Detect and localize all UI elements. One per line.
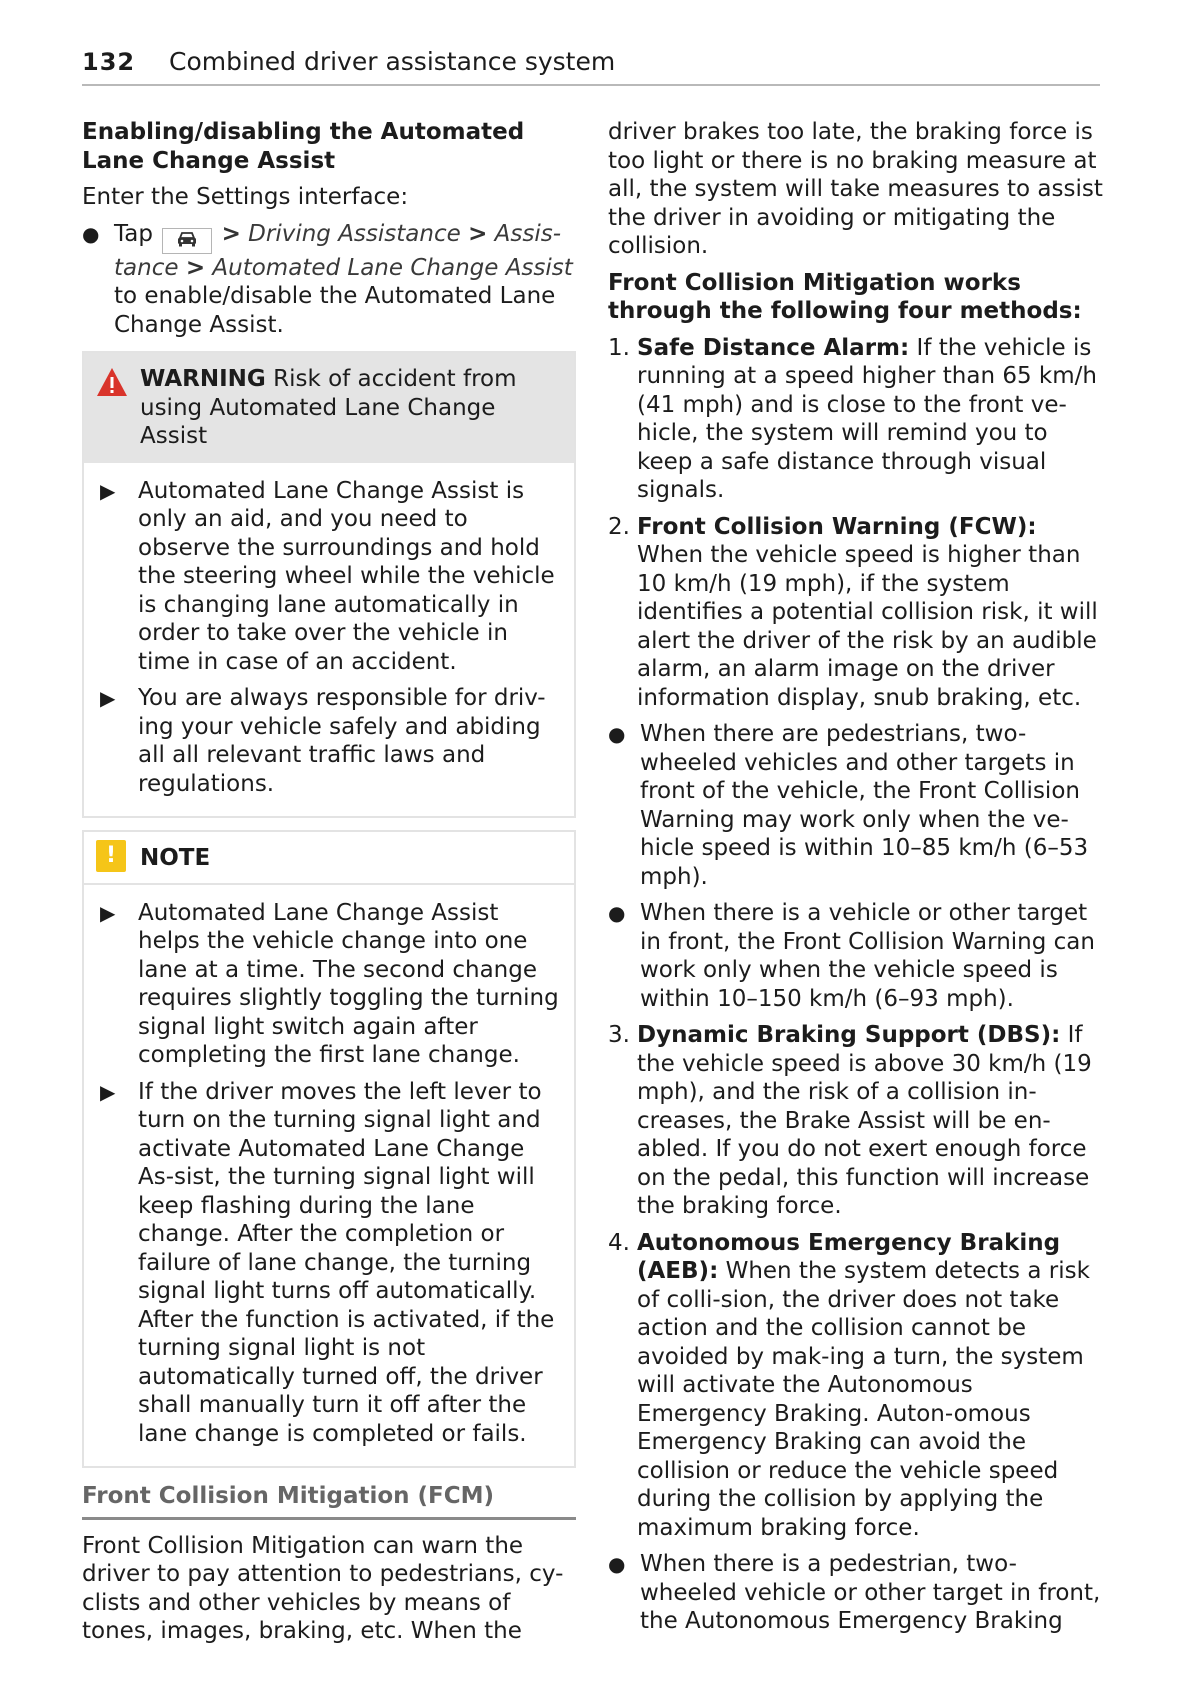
method-number: 3. [608, 1022, 630, 1048]
method-item [608, 513, 1106, 713]
fcw-bullet-text: When there is a vehicle or other target in front, the Front Collision Warning can work only when the vehicle speed is within 10–150 km/h (6–93 mph). [640, 900, 1095, 1012]
fcw-bullet [608, 720, 1106, 891]
note-body [84, 885, 574, 1467]
note-label: NOTE [140, 845, 211, 871]
bullet-dot: ● [608, 1552, 626, 1576]
right-column [608, 118, 1106, 1644]
triangle-bullet-icon: ▶ [100, 686, 116, 710]
method-description: When the vehicle speed is higher than 10 km/h (19 mph), if the system identifies a potential collision risk, it will alert the driver of the risk by an audible alarm, an alarm image on the driver information display, snub braking, etc. [637, 542, 1098, 711]
warning-item-text: You are always responsible for driv-ing your vehicle safely and abiding all all relevant traffic laws and regulations. [138, 685, 546, 797]
method-number: 2. [608, 513, 630, 540]
triangle-bullet-icon: ▶ [100, 900, 116, 925]
warning-label: WARNING [140, 366, 266, 392]
car-icon[interactable] [162, 228, 212, 254]
intro-text: Enter the Settings interface: [82, 184, 409, 210]
chevron-right-icon: > [468, 220, 488, 247]
method-description: When the system detects a risk of colli-sion, the driver does not take action and the collision cannot be avoided by mak-ing a turn, the system will activate the Autonomous Emergency Braking. Auton-omous Emergency Braking can avoid the collision or reduce the vehicle speed during the collision by applying the maximum braking force. [637, 1258, 1090, 1541]
warning-item [100, 477, 560, 677]
menu-path-assistance: Assis-tance [114, 220, 562, 281]
warning-title: Risk of accident from using Automated Lane Change Assist [140, 366, 517, 449]
method-item [608, 1229, 1106, 1543]
triangle-bullet-icon: ▶ [100, 1079, 116, 1104]
method-text [637, 1229, 1106, 1543]
menu-path-driving-assistance: Driving Assistance [248, 220, 461, 247]
note-item-text: Automated Lane Change Assist helps the vehicle change into one lane at a time. The second change requires slightly toggling the turning signal light switch again after completing the first lane change. [138, 899, 559, 1068]
method-title: Front Collision Warning (FCW): [637, 513, 1037, 540]
tap-instruction [82, 220, 576, 340]
method-description: If the vehicle is running at a speed higher than 65 km/h (41 mph) and is close to the front ve-hicle, the system will remind you to keep a safe distance through visual signals. [637, 334, 1097, 503]
method-text [637, 1021, 1106, 1221]
aeb-bullet [608, 1550, 1106, 1636]
method-description: If the vehicle speed is above 30 km/h (19 mph), and the risk of a collision in-creases, the Brake Assist will be en-abled. If you do not exert enough force on the pedal, this function will increase the braking force. [637, 1022, 1092, 1219]
method-title: Autonomous Emergency Braking (AEB): [637, 1229, 1061, 1284]
method-title: Dynamic Braking Support (DBS): [637, 1022, 1061, 1048]
warning-body [84, 463, 574, 817]
fcm-intro-text: Front Collision Mitigation can warn the driver to pay attention to pedestrians, cy-clists and other vehicles by means of tones, images, braking, etc. When the [82, 1532, 564, 1644]
method-text [637, 334, 1106, 505]
chevron-right-icon: > [185, 254, 206, 281]
method-item [608, 334, 1106, 505]
warning-triangle-icon [96, 367, 128, 397]
aeb-bullet-text: When there is a pedestrian, two-wheeled vehicle or other target in front, the Autonomous Emergency Braking [640, 1551, 1101, 1634]
method-number: 4. [608, 1229, 630, 1256]
note-item [100, 1078, 560, 1449]
note-header [84, 832, 574, 885]
note-box [82, 830, 576, 1468]
tap-suffix: to enable/disable the Automated Lane Change Assist. [114, 283, 556, 338]
triangle-bullet-icon: ▶ [100, 478, 116, 503]
method-text [637, 513, 1106, 713]
menu-path-alca: Automated Lane Change Assist [212, 254, 573, 281]
warning-box [82, 351, 576, 818]
bullet-dot: ● [608, 901, 626, 925]
bullet-dot: ● [82, 221, 100, 246]
tap-text [114, 220, 576, 340]
exclamation-icon: ! [96, 840, 126, 872]
warning-item [100, 684, 560, 798]
method-item [608, 1021, 1106, 1221]
page-number: 132 [82, 48, 136, 76]
note-item [100, 899, 560, 1070]
method-title: Safe Distance Alarm: [637, 334, 910, 361]
fcw-bullet-text: When there are pedestrians, two-wheeled vehicles and other targets in front of the vehicle, the Front Collision Warning may work only when the ve-hicle speed is within 10–85 km/h (6–53 mph). [640, 721, 1089, 890]
note-item-text: If the driver moves the left lever to turn on the turning signal light and activate Automated Lane Change As-sist, the turning signal light will keep flashing during the lane change. After the completion or failure of lane change, the turning signal light turns off automatically. After the function is activated, if the turning signal light is not automatically turned off, the driver shall manually turn it off after the lane change is completed or fails. [138, 1078, 555, 1447]
tap-word: Tap [114, 220, 153, 247]
methods-heading: Front Collision Mitigation works through the following four methods: [608, 269, 1082, 324]
fcm-section-title: Front Collision Mitigation (FCM) [82, 1482, 576, 1520]
section-title: Enabling/disabling the Automated Lane Change Assist [82, 119, 525, 174]
left-column [82, 118, 576, 1646]
chevron-right-icon: > [221, 220, 241, 247]
fcw-bullet [608, 899, 1106, 1013]
warning-header [84, 353, 574, 463]
running-title: Combined driver assistance system [169, 47, 616, 76]
page-header [82, 44, 1100, 86]
method-number: 1. [608, 334, 630, 361]
continued-text: driver brakes too late, the braking force is too light or there is no braking measure at all, the system will take measures to assist the driver in avoiding or mitigating the collision. [608, 119, 1103, 259]
bullet-dot: ● [608, 722, 626, 746]
warning-item-text: Automated Lane Change Assist is only an aid, and you need to observe the surroundings and hold the steering wheel while the vehicle is changing lane automatically in order to take over the vehicle in time in case of an accident. [138, 477, 555, 675]
